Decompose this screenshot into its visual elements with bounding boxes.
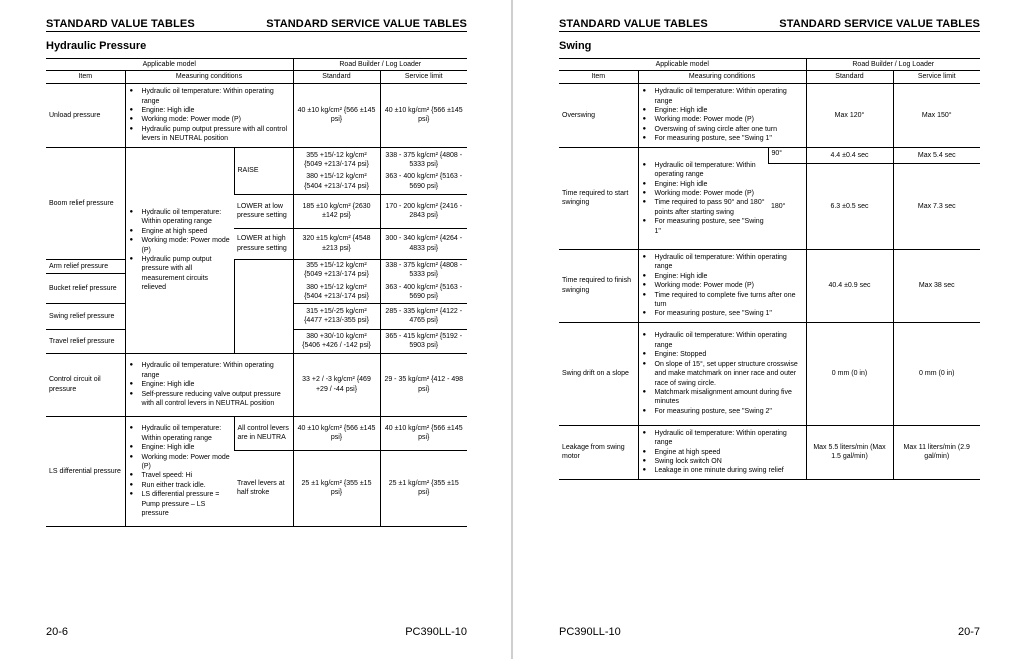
conditions-cell [638, 322, 806, 425]
value-line: 363 - 400 kg/cm² {5163 - 5690 psi} [385, 283, 463, 301]
model-code: PC390LL-10 [405, 626, 467, 638]
service-limit-value: 285 - 335 kg/cm² {4122 - 4765 psi} [380, 303, 467, 329]
sub-condition: Travel levers at half stroke [234, 450, 293, 526]
condition: ● Working mode: Power mode (P) [129, 115, 290, 124]
condition: ● For measuring posture, see "Swing 1" [642, 217, 765, 236]
table-row [46, 147, 467, 194]
table-row [46, 83, 467, 147]
service-limit-value: 25 ±1 kg/cm² {355 ±15 psi} [380, 450, 467, 526]
condition: ● LS differential pressure = Pump pressure – LS pressure [129, 490, 231, 518]
sub-condition: LOWER at low pressure setting [234, 194, 293, 228]
condition: ● Hydraulic oil temperature: Within operating range [642, 331, 803, 350]
table-row [559, 83, 980, 147]
value-line: 355 +15/-12 kg/cm² {5049 +213/-174 psi} [304, 151, 369, 168]
condition: ● For measuring posture, see "Swing 1" [642, 134, 803, 143]
condition: ● Engine: High idle [129, 106, 290, 115]
swing-table [559, 58, 980, 480]
item-swing-drift: Swing drift on a slope [559, 322, 638, 425]
value-line: 355 +15/-12 kg/cm² {5049 +213/-174 psi} [304, 262, 369, 279]
condition: ● Engine: High idle [129, 443, 231, 452]
item-overswing: Overswing [559, 83, 638, 147]
condition: ● Engine: High idle [642, 106, 803, 115]
item-start-swinging: Time required to start swinging [559, 147, 638, 249]
page-number: 20-6 [46, 626, 69, 638]
model-name: Road Builder / Log Loader [806, 59, 980, 71]
service-limit-value: Max 7.3 sec [893, 163, 980, 249]
service-limit-value: Max 38 sec [893, 249, 980, 322]
header-rule [559, 31, 980, 32]
conditions-cell [638, 147, 768, 249]
header-left-title: STANDARD VALUE TABLES [46, 18, 195, 30]
value-line: 380 +15/-12 kg/cm² {5404 +213/-174 psi} [304, 173, 369, 190]
sub-condition: RAISE [234, 147, 293, 194]
sub-condition: All control levers are in NEUTRA [234, 416, 293, 450]
service-limit-value: Max 5.4 sec [893, 147, 980, 163]
table-row [559, 425, 980, 479]
item-unload: Unload pressure [46, 83, 125, 147]
condition: ● Overswing of swing circle after one turn [642, 125, 803, 134]
value-line: 338 - 375 kg/cm² {4808 - 5333 psi} [385, 262, 463, 279]
col-service-limit: Service limit [380, 71, 467, 83]
page-right [513, 0, 1024, 659]
condition: ● Hydraulic oil temperature: Within operating range [642, 429, 803, 448]
conditions-cell [125, 83, 293, 147]
condition: ● Hydraulic oil temperature: Within operating range [642, 253, 803, 272]
item-arm-relief: Arm relief pressure [46, 259, 125, 273]
standard-value: 25 ±1 kg/cm² {355 ±15 psi} [293, 450, 380, 526]
service-limit-value: 29 - 35 kg/cm² {412 - 498 psi} [380, 353, 467, 416]
item-ls-differential: LS differential pressure [46, 416, 125, 526]
condition: ● Matchmark misalignment amount during five minutes [642, 388, 803, 407]
item-boom-relief: Boom relief pressure [46, 147, 125, 259]
condition: ● Hydraulic oil temperature: Within operating range [129, 424, 231, 443]
item-leakage: Leakage from swing motor [559, 425, 638, 479]
table-row [559, 249, 980, 322]
service-limit-value: 170 - 200 kg/cm² {2416 - 2843 psi} [380, 194, 467, 228]
applicable-model-label: Applicable model [46, 59, 293, 71]
value-line: 380 +15/-12 kg/cm² {5404 +213/-174 psi} [304, 283, 369, 301]
standard-value: 4.4 ±0.4 sec [806, 147, 893, 163]
applicable-model-label: Applicable model [559, 59, 806, 71]
service-limit-value: 365 - 415 kg/cm² {5192 - 5903 psi} [380, 329, 467, 353]
col-standard: Standard [806, 71, 893, 83]
service-limit-value: 40 ±10 kg/cm² {566 ±145 psi} [380, 83, 467, 147]
standard-value: 315 +15/-25 kg/cm² {4477 +213/-355 psi} [293, 303, 380, 329]
col-conditions: Measuring conditions [125, 71, 293, 83]
service-limit-value: Max 11 liters/min (2.9 gal/min) [893, 425, 980, 479]
condition: ● Engine: High idle [642, 180, 765, 189]
condition: ● Working mode: Power mode (P) [642, 189, 765, 198]
standard-value: 380 +30/-10 kg/cm² {5406 +426 / -142 psi} [293, 329, 380, 353]
conditions-cell [125, 353, 293, 416]
condition: ● Travel speed: Hi [129, 471, 231, 480]
service-limit-value [380, 147, 467, 194]
service-limit-value [380, 259, 467, 303]
item-control-circuit: Control circuit oil pressure [46, 353, 125, 416]
table-row [46, 259, 467, 273]
standard-value: Max 120° [806, 83, 893, 147]
page-left [0, 0, 511, 659]
condition: ● Engine: High idle [642, 272, 803, 281]
service-limit-value: 300 - 340 kg/cm² {4264 - 4833 psi} [380, 228, 467, 259]
table-row [46, 353, 467, 416]
condition: ● Hydraulic oil temperature: Within operating range [642, 161, 765, 180]
table-row [46, 416, 467, 450]
header-right-title: STANDARD SERVICE VALUE TABLES [779, 18, 980, 30]
col-item: Item [559, 71, 638, 83]
condition: ● Hydraulic oil temperature: Within operating range [129, 208, 231, 227]
model-name: Road Builder / Log Loader [293, 59, 467, 71]
condition: ● Hydraulic pump output pressure with all control levers in NEUTRAL position [129, 125, 290, 144]
angle-180: 180° [768, 163, 806, 249]
condition: ● Working mode: Power mode (P) [129, 453, 231, 472]
standard-value: 320 ±15 kg/cm² {4548 ±213 psi} [293, 228, 380, 259]
header-rule [46, 31, 467, 32]
angle-90: 90° [768, 147, 806, 163]
condition: ● Engine: Stopped [642, 350, 803, 359]
condition: ● Hydraulic oil temperature: Within operating range [129, 361, 290, 380]
standard-value: 40 ±10 kg/cm² {566 ±145 psi} [293, 416, 380, 450]
standard-value: 33 +2 / -3 kg/cm² {469 +29 / -44 psi} [293, 353, 380, 416]
service-limit-value: 0 mm (0 in) [893, 322, 980, 425]
item-finish-swinging: Time required to finish swinging [559, 249, 638, 322]
standard-value: 6.3 ±0.5 sec [806, 163, 893, 249]
standard-value: 185 ±10 kg/cm² {2630 ±142 psi} [293, 194, 380, 228]
header-left-title: STANDARD VALUE TABLES [559, 18, 708, 30]
service-limit-value: Max 150° [893, 83, 980, 147]
standard-value [293, 259, 380, 303]
conditions-cell [638, 249, 806, 322]
condition: ● Engine at high speed [129, 227, 231, 236]
section-title: Hydraulic Pressure [46, 40, 147, 52]
col-standard: Standard [293, 71, 380, 83]
condition: ● Run either track idle. [129, 481, 231, 490]
condition: ● Self-pressure reducing valve output pressure with all control levers in NEUTRAL position [129, 390, 290, 409]
item-swing-relief: Swing relief pressure [46, 303, 125, 329]
col-service-limit: Service limit [893, 71, 980, 83]
condition: ● Hydraulic oil temperature: Within operating range [129, 87, 290, 106]
condition: ● Engine at high speed [642, 448, 803, 457]
conditions-cell [638, 83, 806, 147]
standard-value: 40 ±10 kg/cm² {566 ±145 psi} [293, 83, 380, 147]
table-row [559, 147, 980, 163]
sub-condition: LOWER at high pressure setting [234, 228, 293, 259]
condition: ● Time required to pass 90° and 180° points after starting swing [642, 198, 765, 217]
model-code: PC390LL-10 [559, 626, 621, 638]
hydraulic-pressure-table [46, 58, 467, 527]
condition: ● For measuring posture, see "Swing 1" [642, 309, 803, 318]
standard-value [293, 147, 380, 194]
header-right-title: STANDARD SERVICE VALUE TABLES [266, 18, 467, 30]
standard-value: 0 mm (0 in) [806, 322, 893, 425]
condition: ● Swing lock switch ON [642, 457, 803, 466]
condition: ● Working mode: Power mode (P) [642, 115, 803, 124]
section-title: Swing [559, 40, 592, 52]
conditions-cell [638, 425, 806, 479]
condition: ● Working mode: Power mode (P) [642, 281, 803, 290]
item-travel-relief: Travel relief pressure [46, 329, 125, 353]
page-number: 20-7 [957, 626, 980, 638]
condition: ● On slope of 15°, set upper structure crosswise and make matchmark on inner race and outer race of swing circle. [642, 360, 803, 388]
condition: ● Engine: High idle [129, 380, 290, 389]
standard-value: Max 5.5 liters/min (Max 1.5 gal/min) [806, 425, 893, 479]
condition: ● Hydraulic oil temperature: Within operating range [642, 87, 803, 106]
value-line: 363 - 400 kg/cm² {5163 - 5690 psi} [385, 173, 463, 190]
conditions-cell [125, 416, 234, 526]
condition: ● Working mode: Power mode (P) [129, 236, 231, 255]
condition: ● Time required to complete five turns after one turn [642, 291, 803, 310]
service-limit-value: 40 ±10 kg/cm² {566 ±145 psi} [380, 416, 467, 450]
condition: ● Hydraulic pump output pressure with all measurement circuits relieved [129, 255, 231, 293]
value-line: 338 - 375 kg/cm² {4808 - 5333 psi} [385, 151, 463, 168]
condition: ● For measuring posture, see "Swing 2" [642, 407, 803, 416]
item-bucket-relief: Bucket relief pressure [46, 273, 125, 303]
col-item: Item [46, 71, 125, 83]
condition: ● Leakage in one minute during swing relief [642, 466, 803, 475]
conditions-cell [125, 147, 234, 353]
standard-value: 40.4 ±0.9 sec [806, 249, 893, 322]
table-row [559, 322, 980, 425]
blank-cell [234, 259, 293, 353]
col-conditions: Measuring conditions [638, 71, 806, 83]
